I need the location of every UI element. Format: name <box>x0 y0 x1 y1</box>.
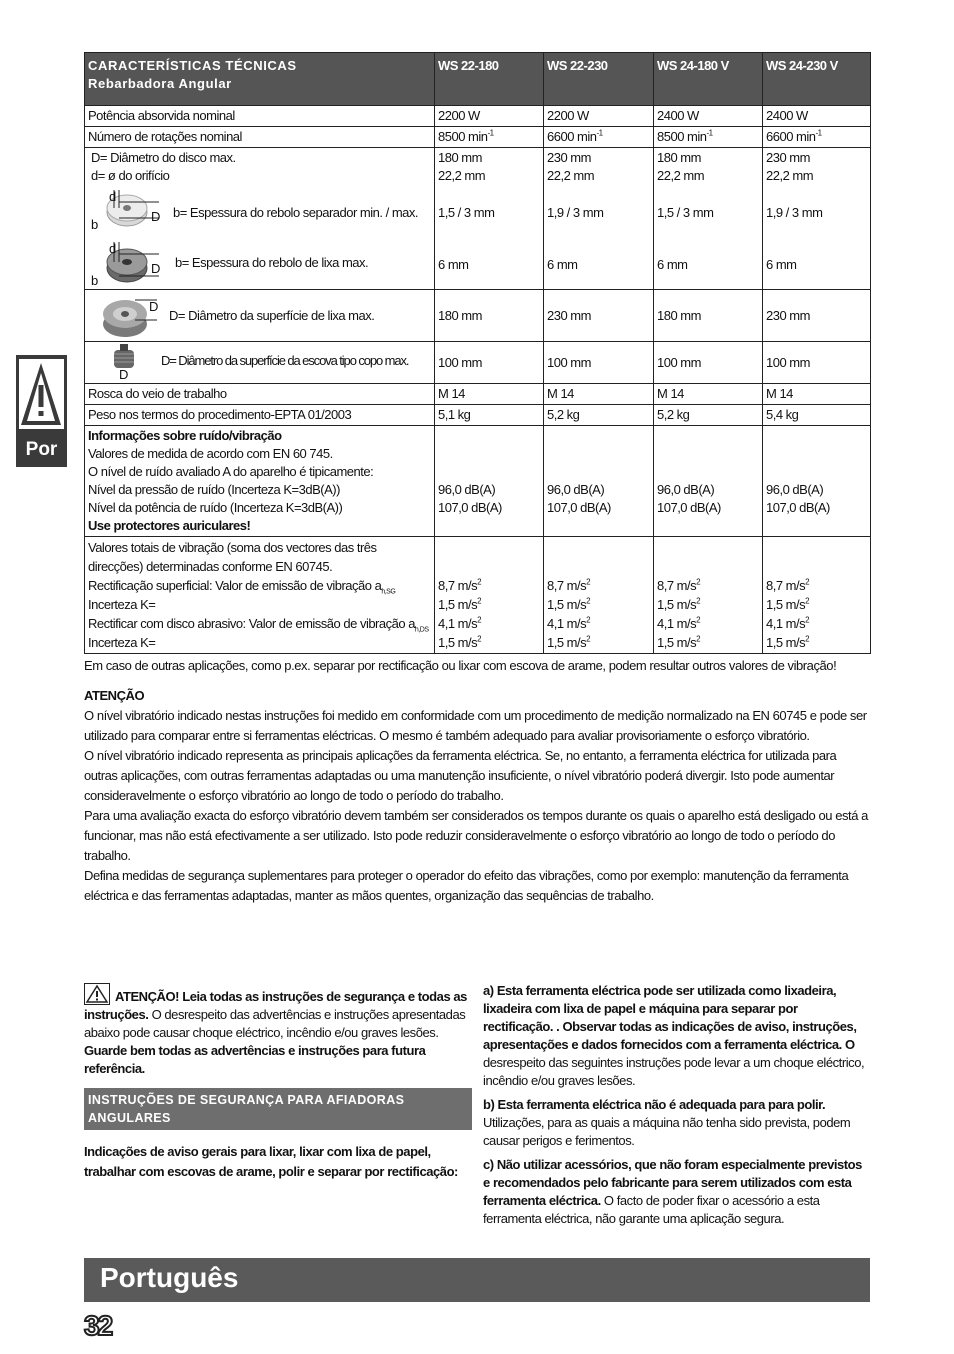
symbol-D: D <box>151 209 160 224</box>
bore-diameter-label: d= ø do orifício <box>91 168 170 183</box>
cell: 22,2 mm <box>547 168 595 183</box>
subscript: h,DS <box>414 626 429 634</box>
table-title: CARACTERÍSTICAS TÉCNICAS <box>88 58 297 73</box>
cell: 4,1 m/s <box>766 616 806 631</box>
cell: 107,0 dB(A) <box>438 500 502 515</box>
cell: 107,0 dB(A) <box>547 500 611 515</box>
cell: 230 mm <box>763 290 871 342</box>
keep-instructions-note: Guarde bem todas as advertências e instruções para futura referência. <box>84 1043 426 1076</box>
model-header: WS 22-180 <box>435 53 544 106</box>
cell: 1,9 / 3 mm <box>547 205 604 220</box>
unit-exponent: -1 <box>487 128 494 138</box>
instruction-b-text: Utilizações, para as quais a máquina não tenha sido prevista, podem causar perigos e ferimentos. <box>483 1115 851 1148</box>
cell: 8,7 m/s <box>438 578 478 593</box>
cell: M 14 <box>763 384 871 405</box>
cell: 230 mm <box>766 150 810 165</box>
cell: 2200 W <box>544 106 654 127</box>
table-subtitle: Rebarbadora Angular <box>88 76 232 91</box>
unit-exponent: 2 <box>586 615 591 625</box>
attention-heading: ATENÇÃO <box>84 688 145 703</box>
vibration-sg-label: Rectificação superficial: Valor de emissão de vibração a <box>88 578 382 593</box>
unit-exponent: 2 <box>696 596 701 606</box>
cell: 96,0 dB(A) <box>657 482 715 497</box>
unit-exponent: 2 <box>696 577 701 587</box>
cell: 8,7 m/s <box>547 578 587 593</box>
cell: 230 mm <box>544 290 654 342</box>
cell: 180 mm <box>435 290 544 342</box>
symbol-D: D <box>149 299 158 314</box>
cell: 22,2 mm <box>657 168 705 183</box>
noise-title: Informações sobre ruído/vibração <box>88 428 282 443</box>
model-header: WS 24-230 V <box>763 53 871 106</box>
cell: 100 mm <box>544 342 654 384</box>
language-title: Português <box>100 1262 239 1293</box>
cell: 6600 min <box>766 129 816 144</box>
cell: 4,1 m/s <box>438 616 478 631</box>
brush-diameter-label: D= Diâmetro da superfície da escova tipo copo max. <box>161 353 409 368</box>
row-label: Peso nos termos do procedimento-EPTA 01/2003 <box>85 405 435 426</box>
model-header: WS 24-180 V <box>654 53 763 106</box>
unit-exponent: 2 <box>696 615 701 625</box>
instruction-c-bold: c) Não utilizar acessórios, que não foram especialmente previstos e recomendados pelo fabricante para serem utilizados com esta ferramenta eléctrica. <box>483 1157 862 1208</box>
unit-exponent: 2 <box>477 615 482 625</box>
row-label: Rosca do veio de trabalho <box>85 384 435 405</box>
warning-triangle-icon <box>84 983 110 1005</box>
cell: 1,5 m/s <box>438 635 478 650</box>
unit-exponent: 2 <box>586 634 591 644</box>
cell: 1,5 m/s <box>657 597 697 612</box>
symbol-b: b <box>91 217 98 232</box>
disc-diameter-label: D= Diâmetro do disco max. <box>91 150 236 165</box>
cell: 5,2 kg <box>654 405 763 426</box>
unit-exponent: 2 <box>477 634 482 644</box>
model-header: WS 22-230 <box>544 53 654 106</box>
grinding-thickness-label: b= Espessura do rebolo de lixa max. <box>175 255 369 270</box>
sanding-diameter-label: D= Diâmetro da superfície de lixa max. <box>169 308 375 323</box>
vibration-ds-label: Rectificar com disco abrasivo: Valor de emissão de vibração a <box>88 616 415 631</box>
cell: 1,5 / 3 mm <box>438 205 495 220</box>
row-label: Número de rotações nominal <box>85 127 435 148</box>
footer-bar <box>84 1258 870 1302</box>
unit-exponent: 2 <box>477 596 482 606</box>
symbol-D: D <box>119 367 128 382</box>
cell: 1,5 m/s <box>547 635 587 650</box>
uncertainty-label: Incerteza K= <box>88 597 156 612</box>
cell: 100 mm <box>654 342 763 384</box>
cell: 100 mm <box>763 342 871 384</box>
noise-power-label: Nível da potência de ruído (Incerteza K=3dB(A)) <box>88 500 343 515</box>
symbol-d: d <box>109 189 116 204</box>
symbol-D: D <box>151 261 160 276</box>
cell: 1,5 m/s <box>438 597 478 612</box>
cell: 230 mm <box>547 150 591 165</box>
safety-warning-title: ATENÇÃO! Leia todas as instruções de segurança e todas as instruções. <box>84 989 467 1022</box>
safety-warning-text: O desrespeito das advertências e instruções apresentadas abaixo pode causar choque eléctrico, incêndio e/ou graves lesões. <box>84 1007 466 1040</box>
cell: 2400 W <box>763 106 871 127</box>
attention-paragraph: Para uma avaliação exacta do esforço vibratório devem também ser considerados os tempos durante os quais o aparelho está desligado ou está a funcionar, mas não está efectivamente a ser utilizado. Isto pode reduzir consideravelmente o esforço vibratório ao longo de todo o período do trabalho. <box>84 808 868 863</box>
unit-exponent: -1 <box>815 128 822 138</box>
cell: 6 mm <box>547 257 578 272</box>
ear-protection-note: Use protectores auriculares! <box>88 518 251 533</box>
cell: 96,0 dB(A) <box>766 482 824 497</box>
cell: 5,1 kg <box>435 405 544 426</box>
cell: 180 mm <box>438 150 482 165</box>
cell: 2200 W <box>435 106 544 127</box>
cell: 96,0 dB(A) <box>547 482 605 497</box>
instruction-a-bold: a) Esta ferramenta eléctrica pode ser utilizada como lixadeira, lixadeira com lixa de papel e máquina para separar por rectificação. . Observar todas as indicações de aviso, instruções, apresentações e dados fornecidos com a ferramenta eléctrica. O <box>483 983 857 1052</box>
cell: 4,1 m/s <box>547 616 587 631</box>
instruction-a-text: desrespeito das seguintes instruções pode levar a um choque eléctrico, incêndio e/ou graves lesões. <box>483 1055 865 1088</box>
cell: M 14 <box>654 384 763 405</box>
cell: 96,0 dB(A) <box>438 482 496 497</box>
unit-exponent: 2 <box>805 596 810 606</box>
cell: 1,5 / 3 mm <box>657 205 714 220</box>
instruction-b-bold: b) Esta ferramenta eléctrica não é adequada para para polir. <box>483 1097 826 1112</box>
language-tab <box>16 355 67 467</box>
cell: 22,2 mm <box>766 168 814 183</box>
symbol-d: d <box>109 241 116 256</box>
unit-exponent: 2 <box>696 634 701 644</box>
attention-paragraph: O nível vibratório indicado representa as principais aplicações da ferramenta eléctrica. Se, no entanto, a ferramenta eléctrica for utilizada para outras aplicações, com outras ferramentas adaptadas ou uma manutenção insuficiente, o nível vibratório poderá divergir. Isto pode aumentar consideravelmente o esforço vibratório ao longo de todo o período do trabalho. <box>84 748 837 803</box>
attention-paragraph: O nível vibratório indicado nestas instruções foi medido em conformidade com um procedimento de medição normalizado na EN 60745 e pode ser utilizado para comparar entre si ferramentas eléctricas. O mesmo é também adequado para avaliar provisoriamente o esforço vibratório. <box>84 708 867 743</box>
cell: 1,5 m/s <box>766 597 806 612</box>
cell: 180 mm <box>654 290 763 342</box>
table-row <box>85 537 871 654</box>
cell: 8,7 m/s <box>657 578 697 593</box>
cell: 6600 min <box>547 129 597 144</box>
cell: 6 mm <box>766 257 797 272</box>
attention-paragraph: Defina medidas de segurança suplementares para proteger o operador do efeito das vibrações, como por exemplo: manutenção da ferramenta eléctrica e das ferramentas adaptadas, manter as mãos quentes, organização das sequências de trabalho. <box>84 868 849 903</box>
table-row <box>85 426 871 537</box>
language-label: Por <box>25 439 58 460</box>
cutting-thickness-label: b= Espessura do rebolo separador min. / max. <box>173 205 419 220</box>
symbol-b: b <box>91 273 98 288</box>
table-row <box>85 148 871 290</box>
cell: 22,2 mm <box>438 168 486 183</box>
cell: 1,5 m/s <box>657 635 697 650</box>
vibration-line: Valores totais de vibração (soma dos vectores das três <box>88 540 377 555</box>
table-row <box>85 290 871 342</box>
row-label: Potência absorvida nominal <box>85 106 435 127</box>
section-heading: INSTRUÇÕES DE SEGURANÇA PARA AFIADORAS ANGULARES <box>84 1088 472 1130</box>
attention-section <box>84 686 870 906</box>
table-row <box>85 127 871 148</box>
cell: 8500 min <box>657 129 707 144</box>
cell: 1,9 / 3 mm <box>766 205 823 220</box>
cell: M 14 <box>435 384 544 405</box>
table-header-row <box>85 53 871 106</box>
cell: 180 mm <box>657 150 701 165</box>
table-row <box>85 405 871 426</box>
unit-exponent: 2 <box>805 615 810 625</box>
warning-triangle-icon <box>19 359 64 429</box>
cell: 1,5 m/s <box>766 635 806 650</box>
vibration-line: direcções) determinadas conforme EN 60745. <box>88 559 333 574</box>
uncertainty-label: Incerteza K= <box>88 635 156 650</box>
right-column <box>483 982 870 1228</box>
noise-pressure-label: Nível da pressão de ruído (Incerteza K=3dB(A)) <box>88 482 340 497</box>
sanding-pad-icon <box>95 292 157 340</box>
cell: 2400 W <box>654 106 763 127</box>
cell: 107,0 dB(A) <box>657 500 721 515</box>
table-row <box>85 106 871 127</box>
unit-exponent: 2 <box>805 634 810 644</box>
cell: 107,0 dB(A) <box>766 500 830 515</box>
general-warnings-heading: Indicações de aviso gerais para lixar, lixar com lixa de papel, trabalhar com escovas de arame, polir e separar por rectificação: <box>84 1144 458 1179</box>
table-row <box>85 342 871 384</box>
noise-line: O nível de ruído avaliado A do aparelho é tipicamente: <box>88 464 374 479</box>
cell: 1,5 m/s <box>547 597 587 612</box>
cell: M 14 <box>544 384 654 405</box>
unit-exponent: 2 <box>477 577 482 587</box>
subscript: h,SG <box>381 588 396 596</box>
cell: 8,7 m/s <box>766 578 806 593</box>
noise-line: Valores de medida de acordo com EN 60 745. <box>88 446 333 461</box>
vibration-note: Em caso de outras aplicações, como p.ex. separar por rectificação ou lixar com escova de arame, podem resultar outros valores de vibração! <box>84 658 837 673</box>
technical-specs-table <box>84 52 871 654</box>
unit-exponent: 2 <box>586 596 591 606</box>
cell: 100 mm <box>435 342 544 384</box>
cell: 5,2 kg <box>544 405 654 426</box>
cell: 8500 min <box>438 129 488 144</box>
cell: 4,1 m/s <box>657 616 697 631</box>
unit-exponent: -1 <box>596 128 603 138</box>
cell: 6 mm <box>438 257 469 272</box>
left-column <box>84 983 472 1182</box>
unit-exponent: 2 <box>805 577 810 587</box>
cell: 5,4 kg <box>763 405 871 426</box>
page-number: 32 <box>84 1310 112 1341</box>
unit-exponent: -1 <box>706 128 713 138</box>
table-row <box>85 384 871 405</box>
unit-exponent: 2 <box>586 577 591 587</box>
instruction-c-text: O facto de poder fixar o acessório a esta ferramenta eléctrica, não garante uma aplicação segura. <box>483 1193 820 1226</box>
cell: 6 mm <box>657 257 688 272</box>
